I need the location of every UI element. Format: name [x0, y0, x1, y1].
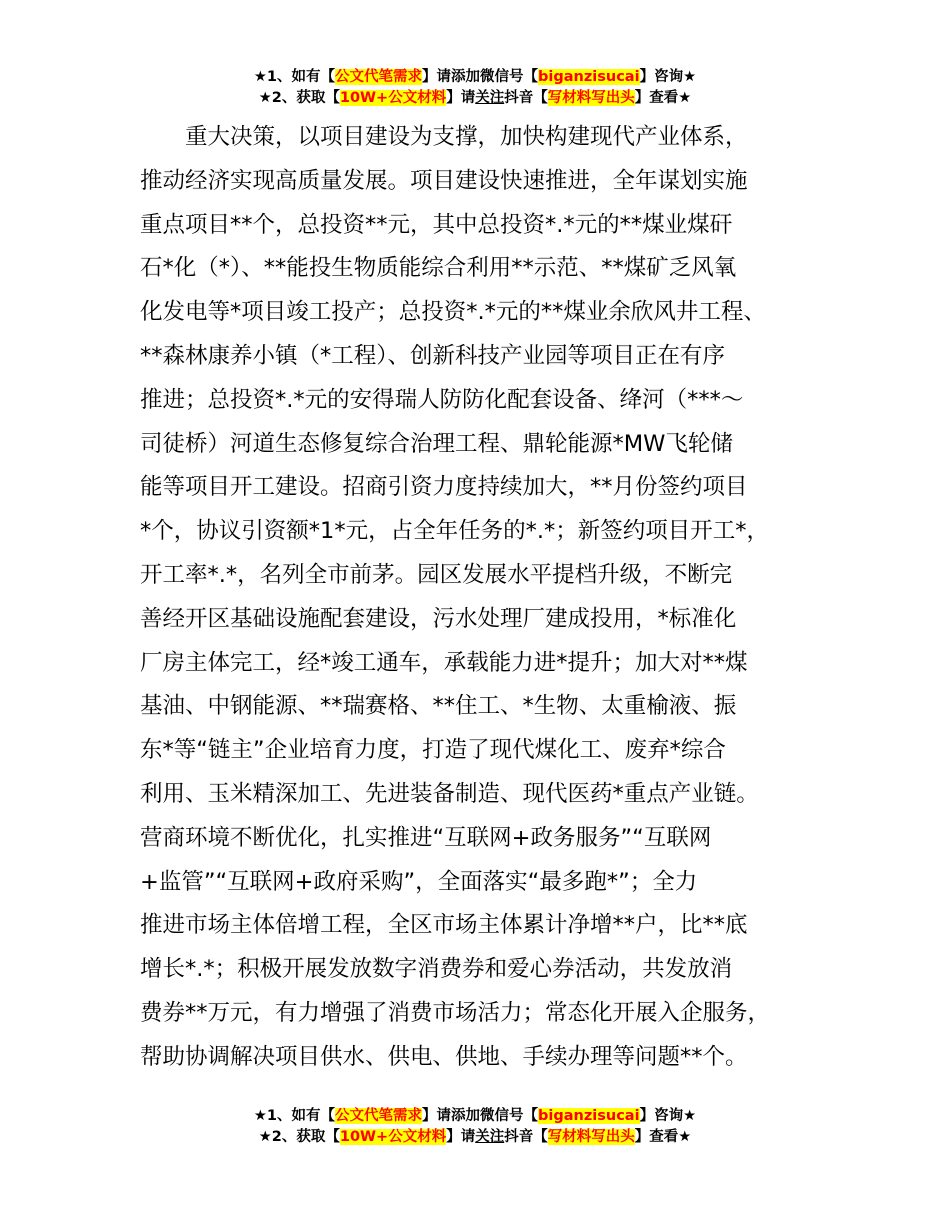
body-line: 石*化（*）、**能投生物质能综合利用**示范、**煤矿乏风氧	[140, 255, 737, 282]
banner-highlight: biganzisucai	[538, 69, 640, 85]
banner-highlight: 10W+公文材料	[339, 90, 447, 106]
body-line: 利用、玉米精深加工、先进装备制造、现代医药*重点产业链。	[140, 780, 759, 807]
banner-underline: 关注	[475, 90, 505, 106]
banner-text: ★1、如有【	[253, 1108, 336, 1124]
document-body	[140, 116, 830, 1080]
body-line: *个，协议引资额*1*元，占全年任务的*.*；新签约项目开工*，	[140, 518, 769, 545]
banner-line-2	[0, 88, 950, 109]
body-line: **森林康养小镇（*工程）、创新科技产业园等项目正在有序	[140, 342, 726, 369]
banner-highlight: 写材料写出头	[547, 90, 635, 106]
body-line: 善经开区基础设施配套建设，污水处理厂建成投用，*标准化	[140, 605, 737, 632]
banner-line-1	[0, 67, 950, 88]
banner-text: 抖音【	[504, 90, 548, 106]
banner-highlight: biganzisucai	[538, 1108, 640, 1124]
banner-text: 抖音【	[504, 1129, 548, 1145]
banner-text: 】请	[446, 1129, 476, 1145]
banner-text: 】咨询★	[639, 1108, 697, 1124]
banner-text: 】请添加微信号【	[422, 1108, 539, 1124]
banner-text: ★2、获取【	[258, 1129, 340, 1145]
banner-text: 】查看★	[634, 90, 692, 106]
body-line: 帮助协调解决项目供水、供电、供地、手续办理等问题**个。	[140, 1043, 748, 1070]
banner-text: ★2、获取【	[258, 90, 340, 106]
body-line: 开工率*.*，名列全市前茅。园区发展水平提档升级，不断完	[140, 561, 733, 588]
banner-text: 】请	[446, 90, 476, 106]
banner-underline: 关注	[475, 1129, 505, 1145]
body-line: 费券**万元，有力增强了消费市场活力；常态化开展入企服务，	[140, 999, 771, 1026]
banner-text: 】查看★	[634, 1129, 692, 1145]
body-line: 东*等“链主”企业培育力度，打造了现代煤化工、废弃*综合	[140, 737, 726, 764]
header-banner	[0, 67, 950, 109]
body-line: 重大决策，以项目建设为支撑，加快构建现代产业体系，	[185, 124, 748, 150]
body-line: 司徒桥）河道生态修复综合治理工程、鼎轮能源*MW飞轮储	[140, 430, 733, 457]
body-line: 基油、中钢能源、**瑞赛格、**住工、*生物、太重榆液、振	[140, 693, 737, 720]
footer-banner	[0, 1106, 950, 1148]
banner-highlight: 公文代笔需求	[335, 1108, 423, 1124]
body-line: 化发电等*项目竣工投产；总投资*.*元的**煤业余欣风井工程、	[140, 299, 766, 326]
banner-text: 】咨询★	[639, 69, 697, 85]
body-line: 推进市场主体倍增工程，全区市场主体累计净增**户，比**底	[140, 912, 748, 939]
banner-text: 】请添加微信号【	[422, 69, 539, 85]
body-line: 推进；总投资*.*元的安得瑞人防防化配套设备、绛河（***～	[140, 386, 744, 413]
body-line: 推动经济实现高质量发展。项目建设快速推进，全年谋划实施	[140, 167, 748, 194]
banner-text: ★1、如有【	[253, 69, 336, 85]
body-line: 厂房主体完工，经*竣工通车，承载能力进*提升；加大对**煤	[140, 649, 748, 676]
body-line: 能等项目开工建设。招商引资力度持续加大，**月份签约项目	[140, 474, 748, 501]
banner-line-2	[0, 1127, 950, 1148]
body-line: 营商环境不断优化，扎实推进“互联网+政务服务”“互联网	[140, 824, 712, 851]
banner-highlight: 10W+公文材料	[339, 1129, 447, 1145]
body-line: 增长*.*；积极开展发放数字消费券和爱心券活动，共发放消	[140, 956, 733, 983]
banner-highlight: 公文代笔需求	[335, 69, 423, 85]
body-line: 重点项目**个，总投资**元，其中总投资*.*元的**煤业煤矸	[140, 211, 733, 238]
body-line: +监管”“互联网+政府采购”，全面落实“最多跑*”；全力	[140, 868, 698, 895]
banner-line-1	[0, 1106, 950, 1127]
banner-highlight: 写材料写出头	[547, 1129, 635, 1145]
